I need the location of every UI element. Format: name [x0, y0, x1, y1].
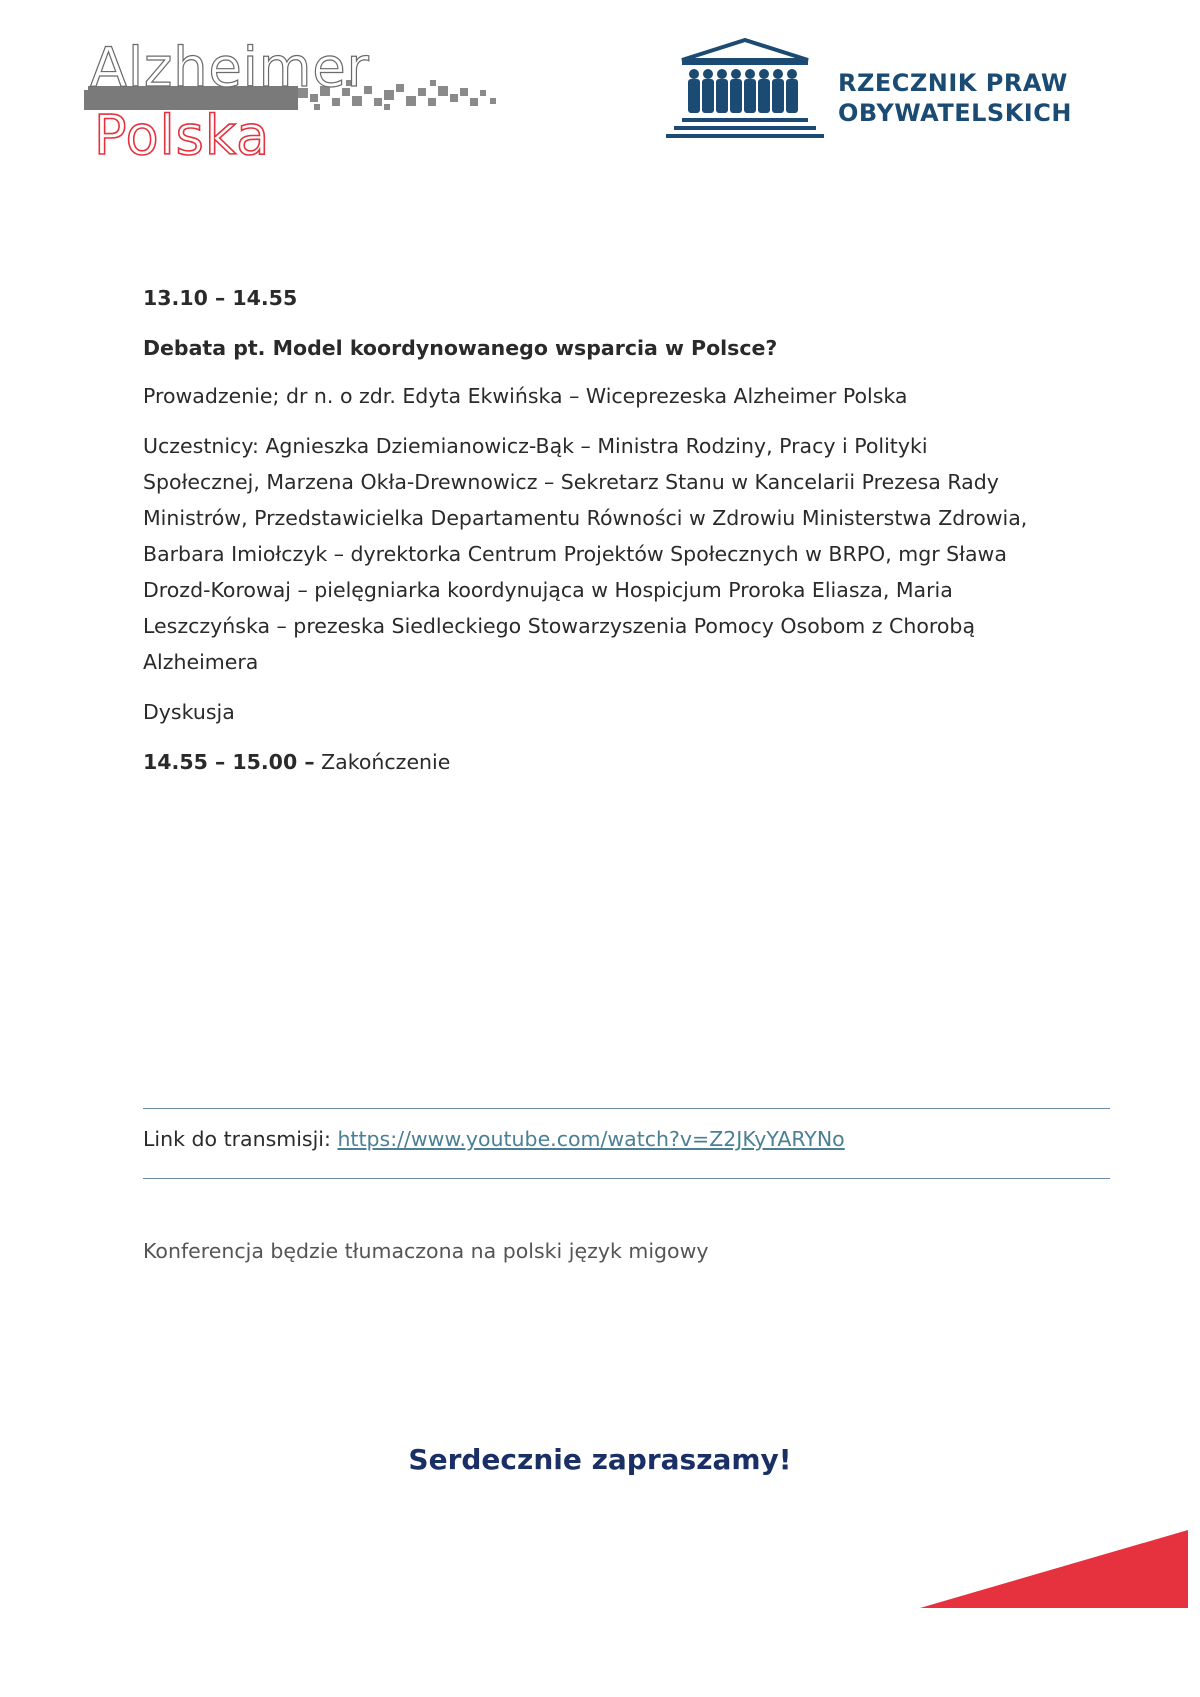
rpo-building-icon [660, 38, 830, 158]
stream-link-line [143, 1124, 845, 1154]
stream-label: Link do transmisji: [143, 1127, 338, 1151]
alzheimer-polska-logo-graphic [84, 42, 534, 172]
divider-bottom [143, 1178, 1110, 1179]
moderator: Prowadzenie; dr n. o zdr. Edyta Ekwińska – Wiceprezeska Alzheimer Polska [143, 384, 908, 408]
sign-language-note: Konferencja będzie tłumaczona na polski język migowy [143, 1239, 709, 1263]
stream-link[interactable]: https://www.youtube.com/watch?v=Z2JKyYARYNo [337, 1127, 845, 1151]
participants-line: Ministrów, Przedstawicielka Departamentu Równości w Zdrowiu Ministerstwa Zdrowia, [143, 506, 1028, 530]
divider-top [143, 1108, 1110, 1109]
logo-text-alzheimer: Alzheimer [90, 42, 370, 99]
participants-line: Społecznej, Marzena Okła-Drewnowicz – Sekretarz Stanu w Kancelarii Prezesa Rady [143, 470, 999, 494]
closing-time: 14.55 – 15.00 – [143, 750, 315, 774]
closing-label: Zakończenie [314, 750, 451, 774]
participants-line: Alzheimera [143, 650, 259, 674]
participants-line: Leszczyńska – prezeska Siedleckiego Stowarzyszenia Pomocy Osobom z Chorobą [143, 614, 976, 638]
alzheimer-polska-logo [84, 42, 534, 172]
debate-title: Debata pt. Model koordynowanego wsparcia w Polsce? [143, 336, 778, 360]
agenda-content [143, 280, 1063, 780]
rpo-name [838, 68, 1072, 128]
participants-line: Drozd-Korowaj – pielęgniarka koordynująca w Hospicjum Proroka Eliasza, Maria [143, 578, 953, 602]
time-range: 13.10 – 14.55 [143, 286, 298, 310]
rpo-name-line1: RZECZNIK PRAW [838, 69, 1068, 97]
red-corner-decoration [920, 1530, 1200, 1610]
closing [143, 744, 1063, 780]
participants-line: Barbara Imiołczyk – dyrektorka Centrum Projektów Społecznych w BRPO, mgr Sława [143, 542, 1007, 566]
discussion: Dyskusja [143, 700, 235, 724]
rpo-name-line2: OBYWATELSKICH [838, 99, 1072, 127]
participants [143, 428, 1063, 680]
invitation: Serdecznie zapraszamy! [408, 1443, 792, 1476]
logo-text-polska: Polska [94, 104, 271, 167]
rpo-logo [660, 38, 1100, 158]
participants-line: Uczestnicy: Agnieszka Dziemianowicz-Bąk – Ministra Rodziny, Pracy i Polityki [143, 434, 928, 458]
